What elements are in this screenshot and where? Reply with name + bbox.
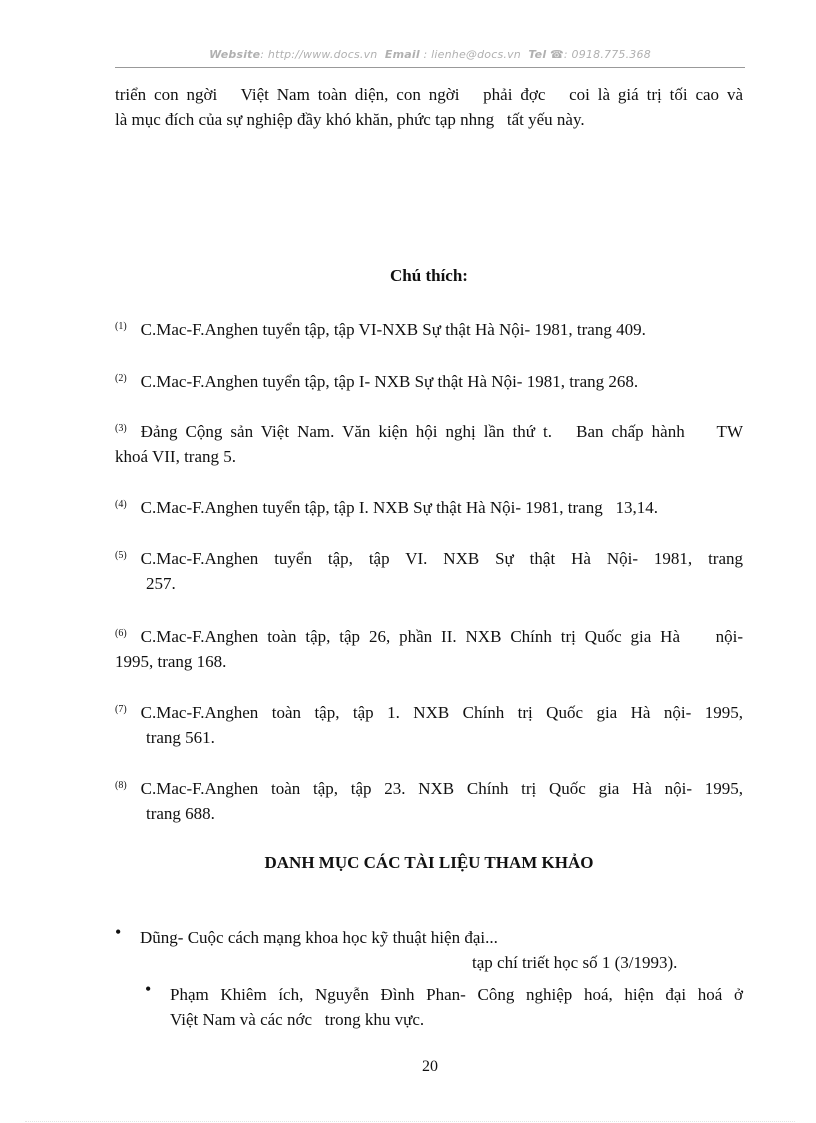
notes-title: Chú thích: xyxy=(390,266,468,285)
tel-value: : 0918.775.368 xyxy=(563,48,651,61)
note-6 xyxy=(115,621,743,674)
note-number: (4) xyxy=(115,499,127,510)
email-label: Email xyxy=(384,48,420,61)
note-8 xyxy=(115,773,743,826)
website-label: Website xyxy=(209,48,261,61)
note-7 xyxy=(115,697,743,750)
note-number: (8) xyxy=(115,780,127,791)
note-text: C.Mac-F.Anghen toàn tập, tập 1. NXB Chính trị Quốc gia Hà nội- 1995, xyxy=(140,703,743,722)
bullet-icon: • xyxy=(115,922,122,942)
bottom-divider xyxy=(25,1121,795,1122)
header-divider xyxy=(115,67,745,68)
intro-line-1: triển con ngời Việt Nam toàn diện, con ngời phải đợc coi là giá trị tối cao và xyxy=(115,85,743,104)
note-text: C.Mac-F.Anghen toàn tập, tập 26, phần II. NXB Chính trị Quốc gia Hà nội- xyxy=(140,627,743,646)
reference-1-line-1: Dũng- Cuộc cách mạng khoa học kỹ thuật hiện đại... xyxy=(140,928,498,947)
note-number: (2) xyxy=(115,373,127,384)
note-4 xyxy=(115,492,743,520)
note-number: (5) xyxy=(115,550,127,561)
note-text: C.Mac-F.Anghen tuyển tập, tập VI. NXB Sự thật Hà Nội- 1981, trang xyxy=(140,549,743,568)
reference-2-line-1: Phạm Khiêm ích, Nguyễn Đình Phan- Công nghiệp hoá, hiện đại hoá ở xyxy=(170,985,743,1004)
note-text-cont: khoá VII, trang 5. xyxy=(115,447,237,466)
note-text-cont: 257. xyxy=(146,574,176,593)
references-title: DANH MỤC CÁC TÀI LIỆU THAM KHẢO xyxy=(264,853,594,872)
note-text-cont: trang 561. xyxy=(146,728,215,747)
note-text-cont: 1995, trang 168. xyxy=(115,652,227,671)
note-text: C.Mac-F.Anghen tuyển tập, tập I- NXB Sự thật Hà Nội- 1981, trang 268. xyxy=(140,372,639,391)
note-number: (3) xyxy=(115,423,127,434)
tel-label: Tel xyxy=(528,48,547,61)
note-text: C.Mac-F.Anghen tuyển tập, tập I. NXB Sự thật Hà Nội- 1981, trang 13,14. xyxy=(140,498,658,517)
note-5 xyxy=(115,543,743,596)
note-1 xyxy=(115,314,743,342)
bullet-icon: • xyxy=(145,979,152,999)
note-text: C.Mac-F.Anghen tuyển tập, tập VI-NXB Sự thật Hà Nội- 1981, trang 409. xyxy=(140,320,646,339)
note-number: (7) xyxy=(115,704,127,715)
note-number: (1) xyxy=(115,321,127,332)
reference-1-line-2: tạp chí triết học số 1 (3/1993). xyxy=(472,953,678,972)
note-text: Đảng Cộng sản Việt Nam. Văn kiện hội nghị lần thứ t. Ban chấp hành TW xyxy=(140,422,743,441)
note-number: (6) xyxy=(115,628,127,639)
email-value: : lienhe@docs.vn xyxy=(423,48,521,61)
intro-paragraph xyxy=(115,82,743,132)
note-3 xyxy=(115,416,743,469)
page-header xyxy=(115,48,745,61)
intro-line-2: là mục đích của sự nghiệp đầy khó khăn, phức tạp nhng tất yếu này. xyxy=(115,110,585,129)
phone-icon: ☎ xyxy=(550,48,564,61)
note-text-cont: trang 688. xyxy=(146,804,215,823)
page-number: 20 xyxy=(422,1058,438,1075)
note-text: C.Mac-F.Anghen toàn tập, tập 23. NXB Chính trị Quốc gia Hà nội- 1995, xyxy=(140,779,743,798)
reference-2-line-2: Việt Nam và các nớc trong khu vực. xyxy=(170,1010,425,1029)
note-2 xyxy=(115,366,743,394)
website-value: : http://www.docs.vn xyxy=(260,48,378,61)
